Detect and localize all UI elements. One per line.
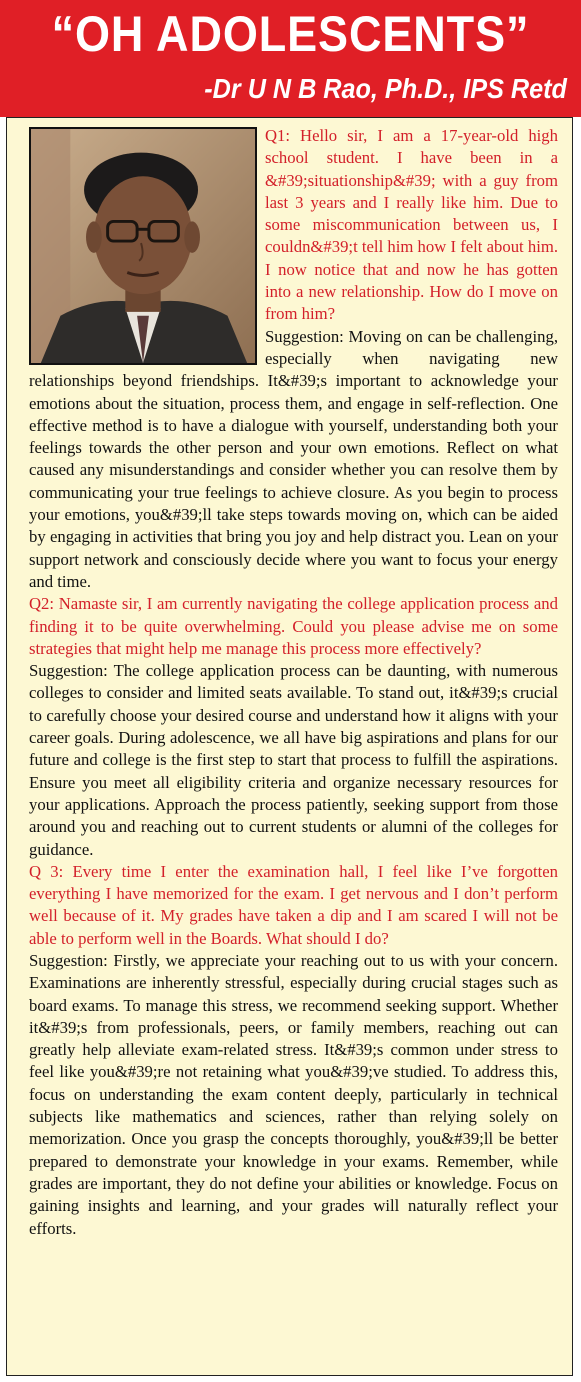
column-title: “OH ADOLESCENTS” [51, 6, 530, 62]
answer-3: Suggestion: Firstly, we appreciate your reaching out to us with your concern. Examinations are inherently stressful, especially during crucial stages such as board exams. To manage this stress, we recommend seeking support. Whether it&#39;s from professionals, peers, or family members, reaching out can greatly help alleviate exam-related stress. It&#39;s common under stress to feel like you&#39;re not retaining what you&#39;ve studied. To address this, focus on understanding the exam content deeply, particularly in technical subjects like mathematics and sciences, rather than relying solely on memorization. Once you grasp the concepts thoroughly, you&#39;ll be better prepared to demonstrate your knowledge in your exams. Remember, while grades are important, they do not define your abilities or knowledge. Focus on gaining insights and learning, and your grades will naturally reflect your efforts. [29, 950, 558, 1238]
article-header [0, 0, 581, 117]
answer-2: Suggestion: The college application process can be daunting, with numerous colleges to consider and limited seats available. To stand out, it&#39;s crucial to carefully choose your desired course and understand how it aligns with your career goals. During adolescence, we all have big aspirations and plans for our future and college is the first step to start that process to fulfill the aspirations. Ensure you meet all eligibility criteria and organize necessary resources for your applications. Approach the process patiently, seeking support from those around you and reaching out to current students or alumni of the colleges for guidance. [29, 661, 558, 859]
article-body [6, 117, 573, 1376]
question-2: Q2: Namaste sir, I am currently navigating the college application process and finding it to be quite overwhelming. Could you please advise me on some strategies that might help me manage this process more effectively? [29, 594, 558, 658]
answer-1: Suggestion: Moving on can be challenging, especially when navigating new relationships beyond friendships. It&#39;s important to acknowledge your emotions about the situation, process them, and engage in self-reflection. One effective method is to have a dialogue with yourself, understanding both your feelings towards the other person and your own emotions. Reflect on what caused any misunderstandings and consider whether you can resolve them by communicating your true feelings to achieve closure. As you begin to process your emotions, you&#39;ll take steps towards moving on, which can be aided by engaging in activities that bring you joy and help distract you. Lean on your support network and consciously decide where you want to focus your energy and time. [29, 326, 558, 591]
question-1: Q1: Hello sir, I am a 17-year-old high school student. I have been in a &#39;situationship&#39; with a guy from last 3 years and I really like him. Due to some miscommunication between us, I couldn&#39;t tell him how I felt about him. I now notice that and now he has gotten into a new relationship. How do I move on from him? [265, 126, 558, 324]
portrait-illustration [31, 129, 255, 363]
author-photo [29, 127, 257, 365]
author-byline: -Dr U N B Rao, Ph.D., IPS Retd [204, 73, 567, 104]
question-3: Q 3: Every time I enter the examination hall, I feel like I’ve forgotten everything I have memorized for the exam. I get nervous and I don’t perform well because of it. My grades have taken a dip and I am scared I will not be able to perform well in the Boards. What should I do? [29, 861, 558, 948]
